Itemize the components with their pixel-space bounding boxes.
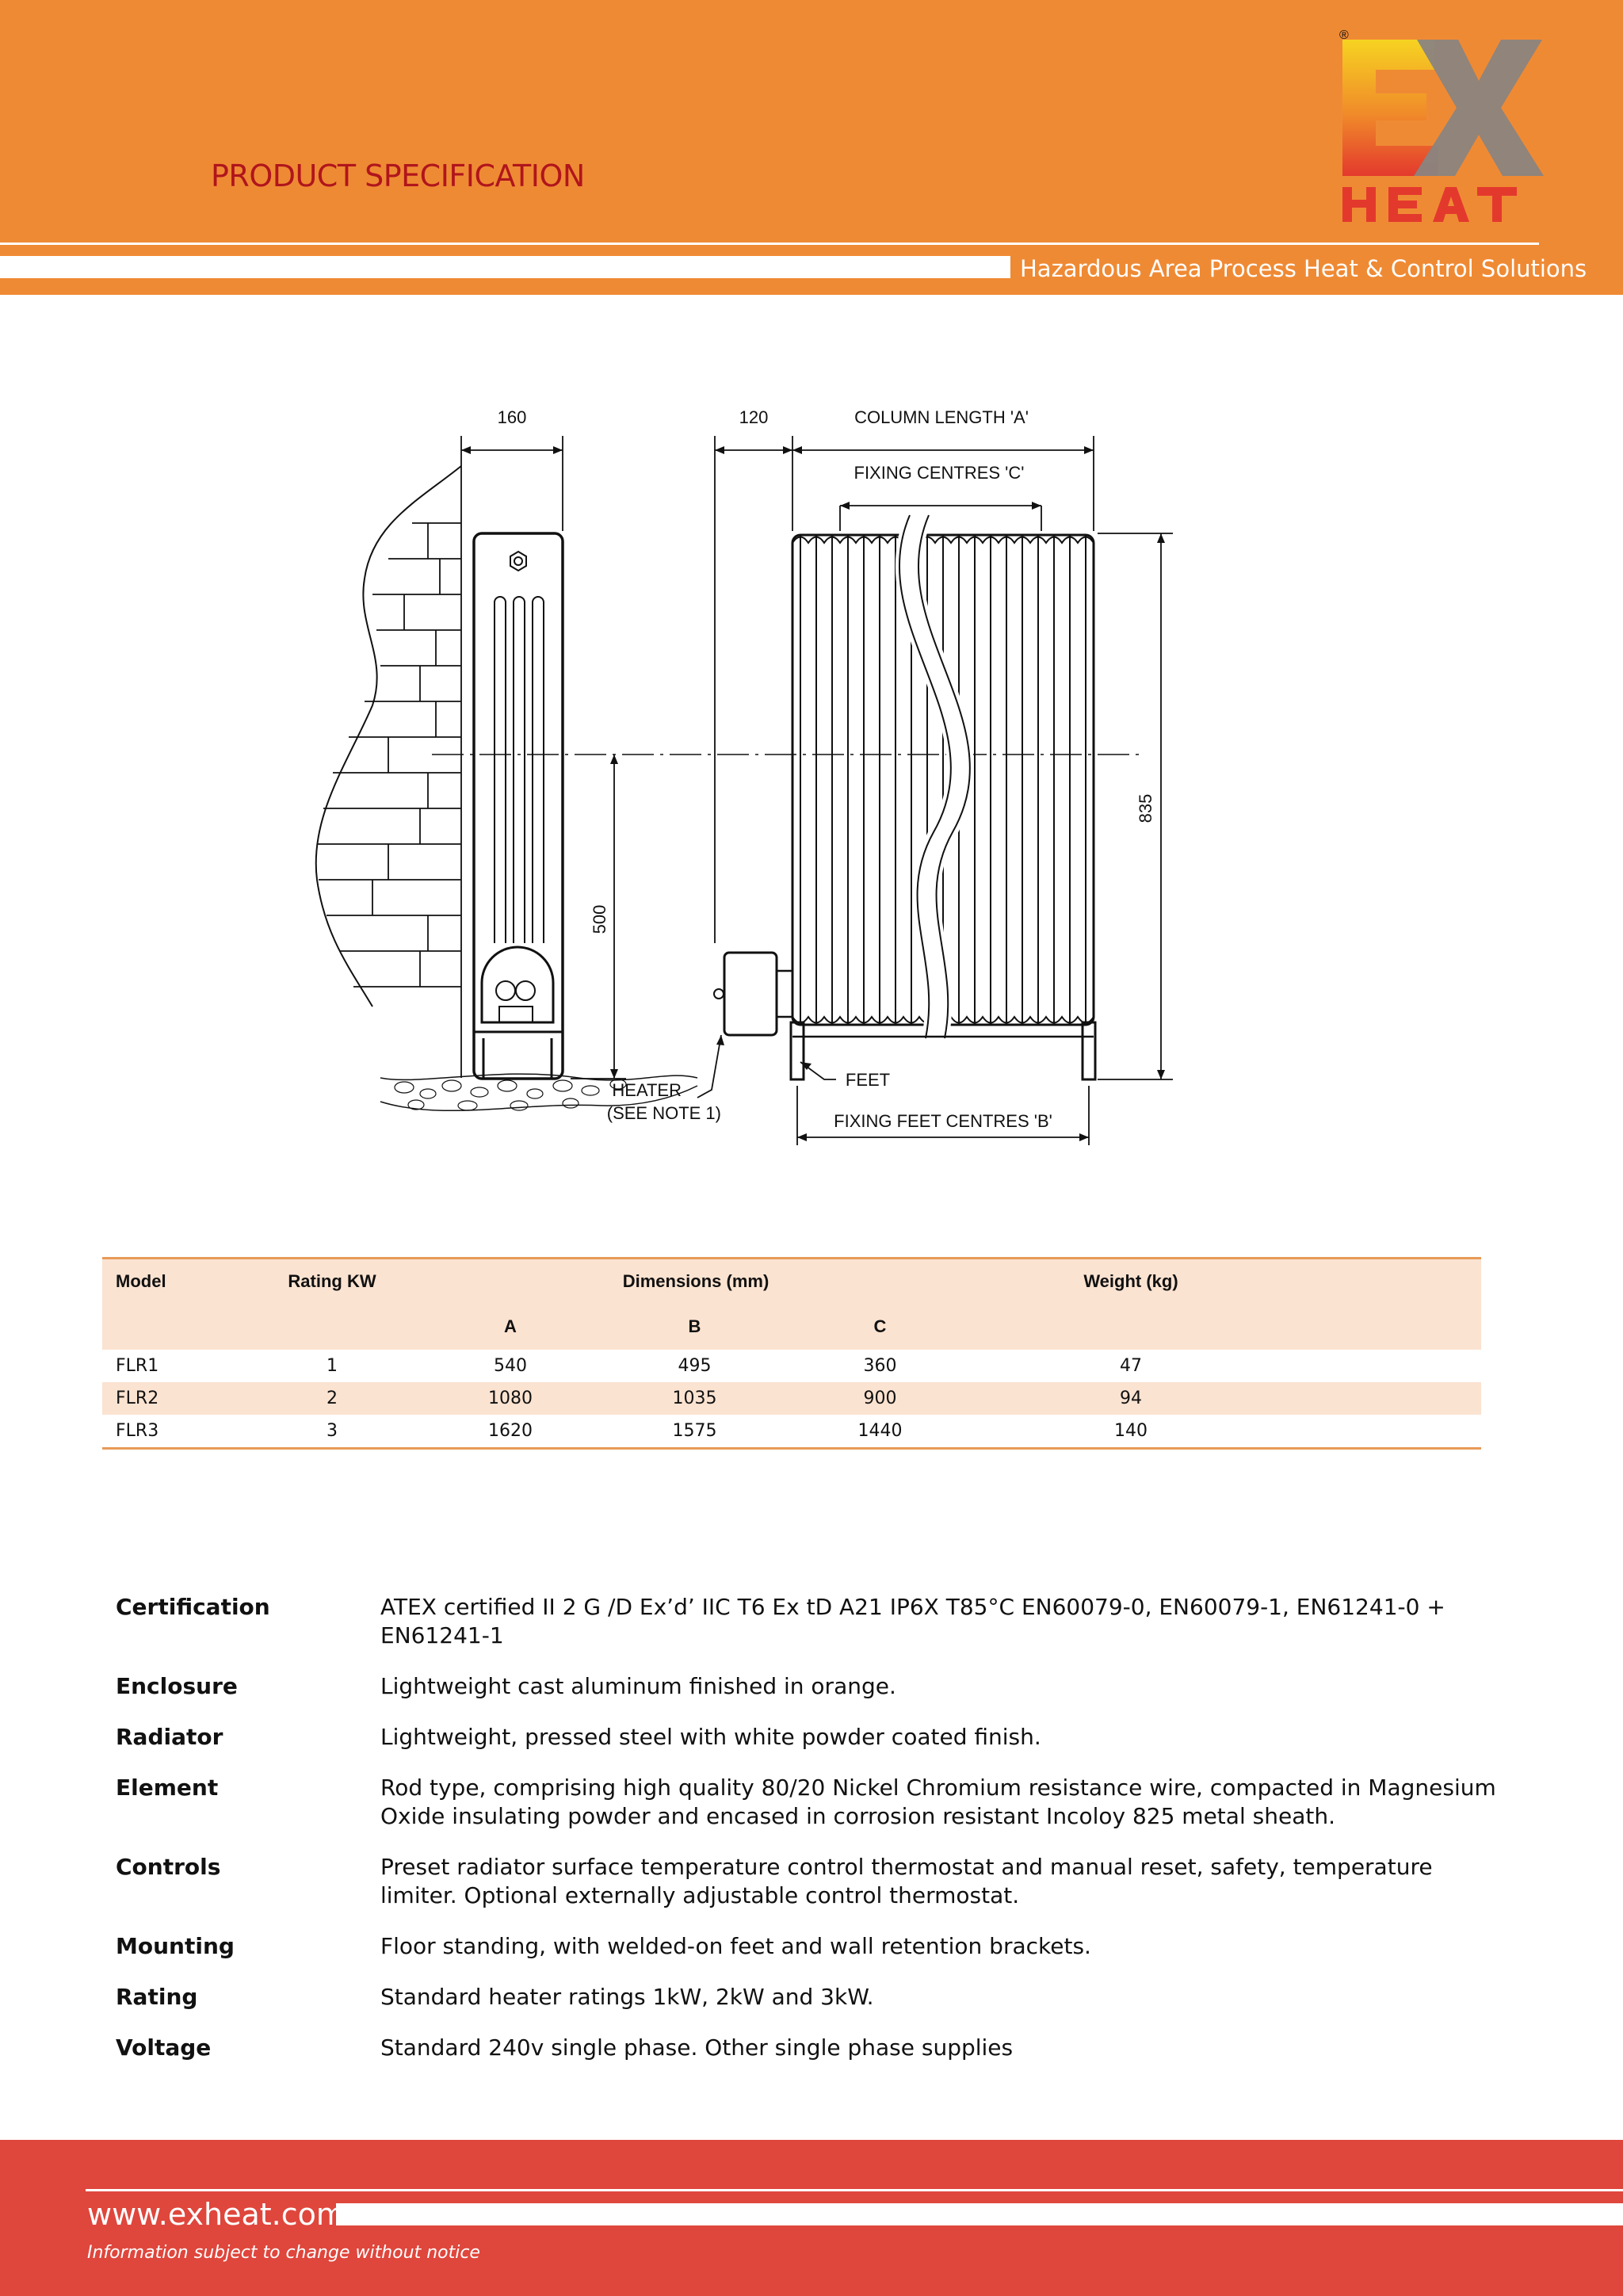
technical-drawing: [301, 388, 1236, 1165]
footer-band: [0, 2140, 1623, 2296]
cell-rating: 3: [327, 1421, 338, 1441]
column-length-label: COLUMN LENGTH 'A': [854, 407, 1029, 427]
spec-value: ATEX certified II 2 G /D Ex’d’ IIC T6 Ex tD A21 IP6X T85°C EN60079-0, EN60079-1, EN61241-0 + EN61241-1: [380, 1594, 1445, 1648]
table-row: [102, 1415, 1481, 1447]
spec-value: Preset radiator surface temperature control thermostat and manual reset, safety, temperature limiter. Optional externally adjustable control thermostat.: [380, 1854, 1433, 1908]
header-divider: [0, 243, 1539, 245]
header-model: Model: [116, 1271, 166, 1291]
cell-b: 495: [678, 1356, 712, 1376]
dim-500-label: 500: [590, 904, 609, 934]
header-weight: Weight (kg): [1083, 1271, 1178, 1291]
footer-white-band: [336, 2203, 1623, 2225]
dim-160-label: 160: [497, 407, 527, 427]
exheat-logo: [1339, 29, 1553, 227]
table-row: [102, 1382, 1481, 1415]
cell-c: 900: [863, 1389, 897, 1408]
spec-value: Floor standing, with welded-on feet and wall retention brackets.: [380, 1933, 1091, 1959]
dim-120-label: 120: [739, 407, 769, 427]
header-b: B: [688, 1316, 701, 1336]
spec-label: Certification: [116, 1594, 270, 1620]
header-rating: Rating KW: [288, 1271, 376, 1291]
spec-value: Standard heater ratings 1kW, 2kW and 3kW.: [380, 1984, 874, 2010]
header-a: A: [504, 1316, 517, 1336]
spec-enclosure: [116, 1672, 1510, 1701]
cell-model: FLR2: [116, 1389, 159, 1408]
spec-label: Mounting: [116, 1933, 235, 1959]
spec-label: Voltage: [116, 2034, 212, 2061]
spec-value: Rod type, comprising high quality 80/20 Nickel Chromium resistance wire, compacted in Magnesium Oxide insulating powder and encased in corrosion resistant Incoloy 825 metal sheath.: [380, 1775, 1496, 1829]
registered-mark: ®: [1339, 29, 1349, 42]
spec-value: Lightweight cast aluminum finished in orange.: [380, 1673, 896, 1699]
cell-weight: 94: [1120, 1389, 1142, 1408]
cell-c: 360: [863, 1356, 897, 1376]
spec-element: [116, 1774, 1510, 1831]
spec-radiator: [116, 1723, 1510, 1752]
cell-c: 1440: [857, 1421, 903, 1441]
cell-b: 1035: [672, 1389, 717, 1408]
table-subheader-row: [102, 1304, 1481, 1350]
header-tagline: Hazardous Area Process Heat & Control Solutions: [1020, 255, 1587, 282]
fixing-centres-label: FIXING CENTRES 'C': [854, 463, 1025, 483]
fixing-feet-label: FIXING FEET CENTRES 'B': [834, 1111, 1052, 1131]
heater-label: HEATER: [612, 1080, 682, 1100]
cell-a: 540: [494, 1356, 527, 1376]
header-c: C: [873, 1316, 887, 1336]
dimensions-table: [102, 1257, 1481, 1450]
spec-rating: [116, 1983, 1510, 2011]
dim-835-label: 835: [1136, 793, 1155, 823]
table-header-row: [102, 1259, 1481, 1304]
spec-value: Standard 240v single phase. Other single phase supplies: [380, 2034, 1014, 2061]
spec-value: Lightweight, pressed steel with white powder coated finish.: [380, 1724, 1041, 1750]
footer-notice: Information subject to change without notice: [87, 2243, 480, 2263]
spec-label: Radiator: [116, 1724, 223, 1750]
page-title: PRODUCT SPECIFICATION: [211, 159, 585, 193]
specifications-list: [116, 1593, 1510, 2084]
spec-label: Controls: [116, 1854, 221, 1880]
cell-rating: 2: [327, 1389, 338, 1408]
spec-controls: [116, 1853, 1510, 1910]
cell-model: FLR3: [116, 1421, 159, 1441]
spec-label: Element: [116, 1775, 219, 1801]
cell-rating: 1: [327, 1356, 338, 1376]
header-dimensions: Dimensions (mm): [622, 1271, 769, 1291]
spec-voltage: [116, 2034, 1510, 2062]
spec-mounting: [116, 1932, 1510, 1961]
footer-divider: [86, 2189, 1623, 2191]
cell-b: 1575: [672, 1421, 717, 1441]
header-white-band: [0, 256, 1010, 278]
feet-label: FEET: [845, 1070, 891, 1090]
spec-label: Enclosure: [116, 1673, 238, 1699]
spec-certification: [116, 1593, 1510, 1650]
cell-a: 1620: [488, 1421, 533, 1441]
cell-weight: 47: [1120, 1356, 1142, 1376]
cell-model: FLR1: [116, 1356, 159, 1376]
website-link[interactable]: www.exheat.com: [87, 2197, 346, 2232]
spec-label: Rating: [116, 1984, 198, 2010]
cell-a: 1080: [488, 1389, 533, 1408]
heater-note-label: (SEE NOTE 1): [606, 1103, 721, 1123]
cell-weight: 140: [1114, 1421, 1148, 1441]
table-row: [102, 1350, 1481, 1382]
